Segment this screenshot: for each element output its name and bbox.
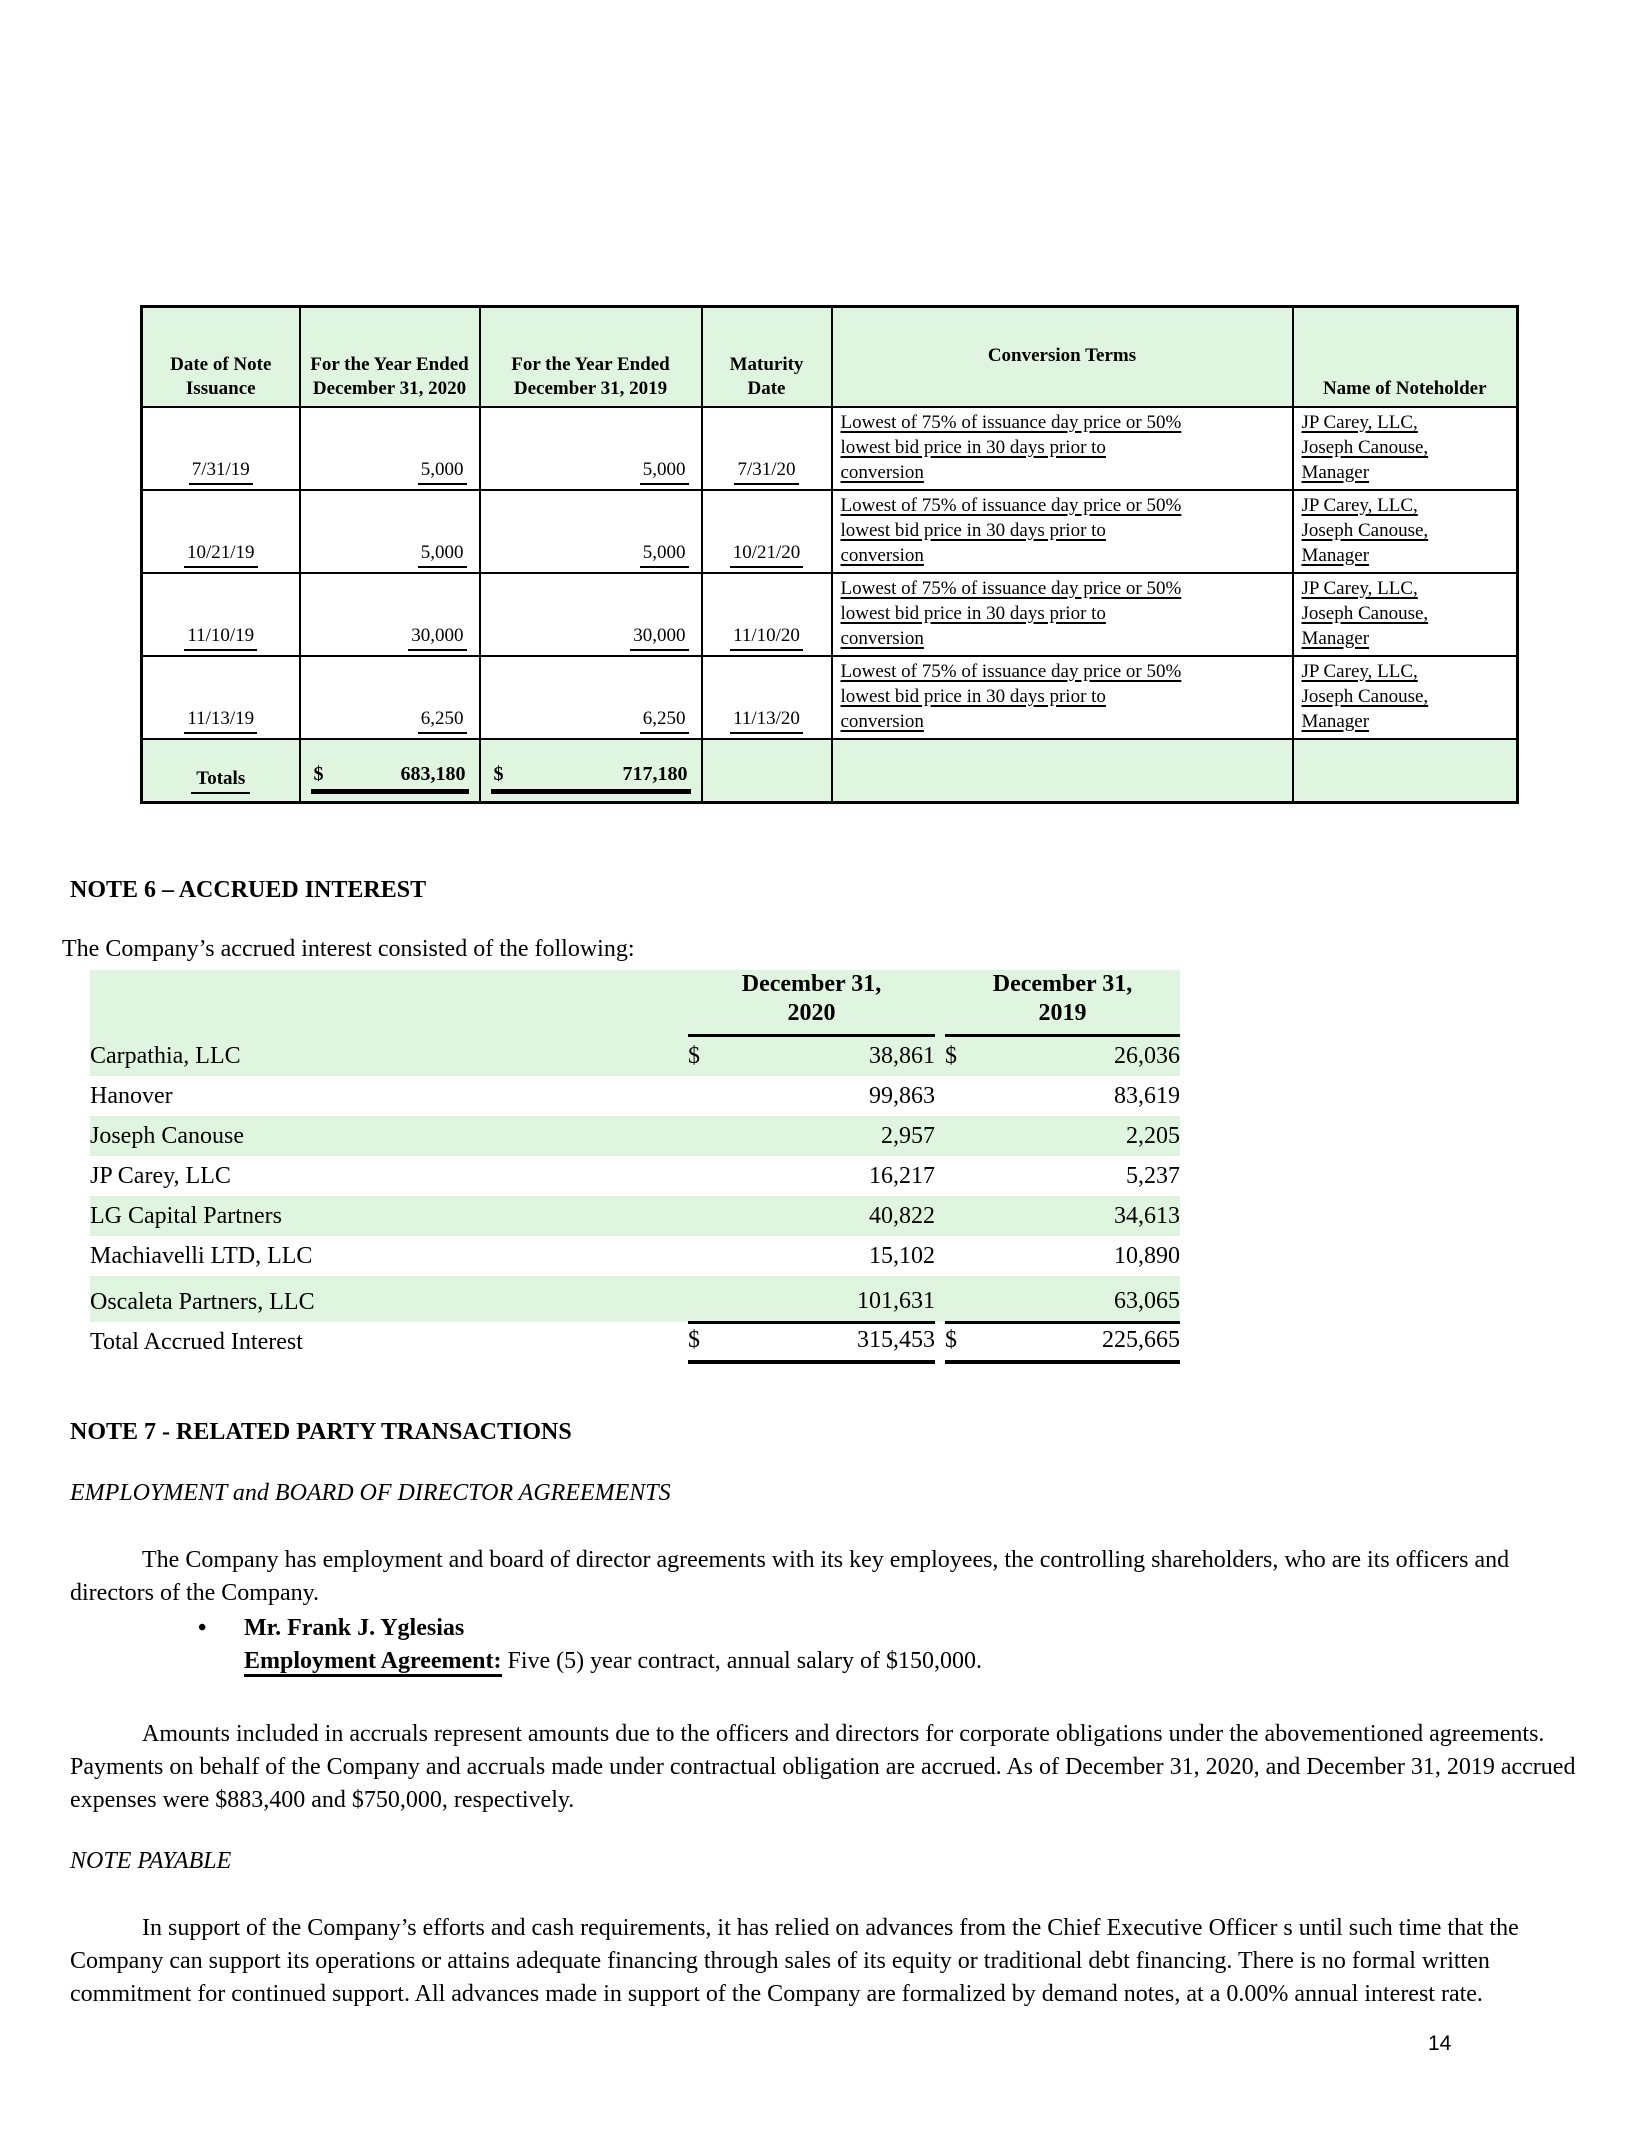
noteholder-line: JP Carey, LLC,	[1301, 494, 1418, 516]
accrued-header-2019	[945, 970, 1180, 1036]
accrued-amount-2019: 2,205	[982, 1116, 1180, 1156]
accrued-amount-2020: 40,822	[722, 1196, 935, 1236]
header-date-of-note: Date of Note Issuance	[142, 307, 300, 407]
noteholder-line: JP Carey, LLC,	[1301, 577, 1418, 599]
dollar-sign	[945, 1276, 982, 1323]
accrued-header-row	[90, 970, 1180, 1036]
accrued-header-2019-line1: December 31,	[992, 971, 1133, 997]
conversion-terms-line: conversion	[840, 627, 924, 649]
noteholder-cell	[1293, 407, 1518, 490]
convertible-notes-table	[140, 305, 1519, 804]
accrued-party-name: LG Capital Partners	[90, 1196, 688, 1236]
dollar-sign	[688, 1116, 722, 1156]
dollar-sign	[688, 1156, 722, 1196]
dollar-sign: $	[313, 763, 324, 785]
note7-subheading-employment: EMPLOYMENT and BOARD OF DIRECTOR AGREEMENTS	[70, 1480, 671, 1506]
accrued-amount-2019: 34,613	[982, 1196, 1180, 1236]
noteholder-line: Manager	[1301, 627, 1370, 649]
maturity-date-cell	[702, 573, 832, 656]
employment-agreement-text: Five (5) year contract, annual salary of $150,000.	[507, 1648, 983, 1674]
notes-table-row	[142, 656, 1518, 739]
accrued-header-2020-line2: 2020	[787, 1000, 836, 1026]
totals-amount-2019	[491, 762, 691, 794]
dollar-sign	[945, 1076, 982, 1116]
accrued-amount-2020: 2,957	[722, 1116, 935, 1156]
empty-cell	[935, 1276, 945, 1323]
empty-cell	[935, 1196, 945, 1236]
amount-2019: 30,000	[630, 623, 688, 651]
accrued-amount-2020: 101,631	[722, 1276, 935, 1323]
noteholder-line: Joseph Canouse,	[1301, 436, 1429, 458]
accrued-amount-2019: 5,237	[1126, 1162, 1180, 1189]
notes-table-row	[142, 573, 1518, 656]
conversion-terms-line: lowest bid price in 30 days prior to	[840, 519, 1106, 541]
amount-2019-cell	[480, 573, 702, 656]
accrued-amount-2020: 16,217	[869, 1162, 935, 1189]
bullet-icon: •	[198, 1615, 207, 1641]
noteholder-line: Manager	[1301, 710, 1370, 732]
accrued-party-name: Carpathia, LLC	[90, 1036, 688, 1076]
note-issuance-date-cell	[142, 573, 300, 656]
maturity-date-cell	[702, 407, 832, 490]
noteholder-line: JP Carey, LLC,	[1301, 660, 1418, 682]
note6-intro: The Company’s accrued interest consisted of the following:	[62, 936, 635, 962]
conversion-terms-cell	[832, 656, 1293, 739]
amount-2019: 6,250	[640, 706, 689, 734]
accrued-row	[90, 1276, 1180, 1323]
accrued-party-name: Hanover	[90, 1082, 173, 1109]
header-year-2019: For the Year Ended December 31, 2019	[480, 307, 702, 407]
accrued-header-2020-line1: December 31,	[741, 971, 882, 997]
dollar-sign	[688, 1076, 722, 1116]
amount-2020-cell	[300, 407, 480, 490]
dollar-sign	[688, 1276, 722, 1323]
empty-cell	[1293, 739, 1518, 803]
notes-table-header-row	[142, 307, 1518, 407]
note-issuance-date-cell	[142, 656, 300, 739]
accrued-party-name: JP Carey, LLC	[90, 1162, 231, 1189]
conversion-terms-cell	[832, 407, 1293, 490]
accrued-amount-2019: 63,065	[982, 1276, 1180, 1323]
accrued-amount-2020: 38,861	[722, 1036, 935, 1076]
dollar-sign	[945, 1116, 982, 1156]
amount-2020: 5,000	[418, 540, 467, 568]
noteholder-line: Joseph Canouse,	[1301, 519, 1429, 541]
accrued-party-name: Joseph Canouse	[90, 1116, 688, 1156]
conversion-terms-line: lowest bid price in 30 days prior to	[840, 436, 1106, 458]
accrued-row	[90, 1036, 1180, 1076]
maturity-date: 7/31/20	[734, 457, 798, 485]
noteholder-line: Manager	[1301, 461, 1370, 483]
conversion-terms-line: Lowest of 75% of issuance day price or 50%	[840, 660, 1182, 682]
dollar-sign	[688, 1196, 722, 1236]
conversion-terms-line: conversion	[840, 461, 924, 483]
accrued-amount-2019: 83,619	[1114, 1082, 1180, 1109]
dollar-sign	[945, 1236, 982, 1276]
totals-2019-cell	[480, 739, 702, 803]
accrued-header-2020	[688, 970, 935, 1036]
maturity-date: 11/10/20	[730, 623, 803, 651]
notes-table-row	[142, 490, 1518, 573]
note-issuance-date: 11/10/19	[184, 623, 257, 651]
totals-2020-cell	[300, 739, 480, 803]
accrued-amount-2019: 10,890	[1114, 1242, 1180, 1269]
note-issuance-date: 11/13/19	[184, 706, 257, 734]
totals-2019-value: 717,180	[622, 763, 688, 785]
conversion-terms-line: Lowest of 75% of issuance day price or 50%	[840, 494, 1182, 516]
noteholder-line: Manager	[1301, 544, 1370, 566]
conversion-terms-line: conversion	[840, 544, 924, 566]
employment-agreement-label: Employment Agreement:	[244, 1648, 502, 1677]
accrued-row	[90, 1156, 1180, 1196]
dollar-sign	[945, 1196, 982, 1236]
accrued-interest-table	[90, 970, 1180, 1364]
accrued-party-name: Machiavelli LTD, LLC	[90, 1242, 313, 1269]
notes-table-row	[142, 407, 1518, 490]
dollar-sign: $	[688, 1322, 722, 1362]
empty-cell	[90, 970, 688, 1036]
maturity-date: 10/21/20	[730, 540, 804, 568]
amount-2019-cell	[480, 490, 702, 573]
conversion-terms-line: Lowest of 75% of issuance day price or 50%	[840, 411, 1182, 433]
amount-2020-cell	[300, 573, 480, 656]
amount-2019-cell	[480, 407, 702, 490]
accrued-row	[90, 1076, 1180, 1116]
totals-label: Totals	[191, 766, 250, 794]
empty-cell	[935, 1116, 945, 1156]
accrued-total-row	[90, 1322, 1180, 1362]
conversion-terms-line: conversion	[840, 710, 924, 732]
accrued-amount-2020: 15,102	[869, 1242, 935, 1269]
empty-cell	[702, 739, 832, 803]
accrued-amount-2020: 99,863	[869, 1082, 935, 1109]
maturity-date-cell	[702, 490, 832, 573]
empty-cell	[935, 1236, 945, 1276]
empty-cell	[935, 970, 945, 1036]
page-number: 14	[1428, 2032, 1452, 2055]
note-issuance-date-cell	[142, 490, 300, 573]
accrued-total-2020: 315,453	[722, 1322, 935, 1362]
maturity-date: 11/13/20	[730, 706, 803, 734]
totals-amount-2020	[311, 762, 469, 794]
noteholder-cell	[1293, 573, 1518, 656]
accrued-row	[90, 1236, 1180, 1276]
dollar-sign: $	[688, 1036, 722, 1076]
empty-cell	[935, 1322, 945, 1362]
noteholder-cell	[1293, 656, 1518, 739]
bullet-name: Mr. Frank J. Yglesias	[244, 1615, 465, 1641]
header-maturity-date: Maturity Date	[702, 307, 832, 407]
header-year-2020: For the Year Ended December 31, 2020	[300, 307, 480, 407]
dollar-sign	[688, 1236, 722, 1276]
note7-paragraph-1: The Company has employment and board of director agreements with its key employees, the controlling shareholders, who are its officers and directors of the Company.	[70, 1547, 1510, 1606]
note7-paragraph-2: Amounts included in accruals represent amounts due to the officers and directors for corporate obligations under the abovementioned agreements. Payments on behalf of the Company and accruals made under contractual obligation are accrued. As of December 31, 2020, and December 31, 2019 accrued expenses were $883,400 and $750,000, respectively.	[70, 1721, 1576, 1813]
totals-label-cell	[142, 739, 300, 803]
amount-2020-cell	[300, 656, 480, 739]
employment-agreement-line	[244, 1645, 1648, 1678]
note-issuance-date: 10/21/19	[184, 540, 258, 568]
amount-2020: 5,000	[418, 457, 467, 485]
amount-2020: 6,250	[418, 706, 467, 734]
empty-cell	[935, 1036, 945, 1076]
note7-subheading-note-payable: NOTE PAYABLE	[70, 1848, 232, 1874]
amount-2020: 30,000	[408, 623, 466, 651]
conversion-terms-line: lowest bid price in 30 days prior to	[840, 685, 1106, 707]
note-issuance-date: 7/31/19	[189, 457, 253, 485]
maturity-date-cell	[702, 656, 832, 739]
dollar-sign: $	[493, 763, 504, 785]
note7-paragraph-3: In support of the Company’s efforts and cash requirements, it has relied on advances from the Chief Executive Officer s until such time that the Company can support its operations or attains adequate financing through sales of its equity or traditional debt financing. There is no formal written commitment for continued support. All advances made in support of the Company are formalized by demand notes, at a 0.00% annual interest rate.	[70, 1915, 1519, 2007]
conversion-terms-cell	[832, 573, 1293, 656]
notes-totals-row	[142, 739, 1518, 803]
accrued-total-label: Total Accrued Interest	[90, 1329, 303, 1355]
dollar-sign	[945, 1156, 982, 1196]
accrued-total-2019: 225,665	[982, 1322, 1180, 1362]
amount-2019-cell	[480, 656, 702, 739]
note6-heading: NOTE 6 – ACCRUED INTEREST	[70, 877, 427, 903]
conversion-terms-line: Lowest of 75% of issuance day price or 50%	[840, 577, 1182, 599]
amount-2020-cell	[300, 490, 480, 573]
noteholder-cell	[1293, 490, 1518, 573]
conversion-terms-line: lowest bid price in 30 days prior to	[840, 602, 1106, 624]
noteholder-line: Joseph Canouse,	[1301, 602, 1429, 624]
dollar-sign: $	[945, 1036, 982, 1076]
accrued-party-name: Oscaleta Partners, LLC	[90, 1276, 688, 1323]
totals-2020-value: 683,180	[400, 763, 466, 785]
header-noteholder: Name of Noteholder	[1293, 307, 1518, 407]
empty-cell	[832, 739, 1293, 803]
note7-heading: NOTE 7 - RELATED PARTY TRANSACTIONS	[70, 1419, 572, 1445]
accrued-header-2019-line2: 2019	[1038, 1000, 1087, 1026]
bullet-item	[198, 1612, 1648, 1645]
noteholder-line: JP Carey, LLC,	[1301, 411, 1418, 433]
accrued-amount-2019: 26,036	[982, 1036, 1180, 1076]
accrued-row	[90, 1196, 1180, 1236]
dollar-sign: $	[945, 1322, 982, 1362]
amount-2019: 5,000	[640, 457, 689, 485]
empty-cell	[935, 1076, 945, 1116]
noteholder-line: Joseph Canouse,	[1301, 685, 1429, 707]
empty-cell	[935, 1156, 945, 1196]
amount-2019: 5,000	[640, 540, 689, 568]
conversion-terms-cell	[832, 490, 1293, 573]
note-issuance-date-cell	[142, 407, 300, 490]
accrued-row	[90, 1116, 1180, 1156]
header-conversion-terms: Conversion Terms	[832, 307, 1293, 407]
